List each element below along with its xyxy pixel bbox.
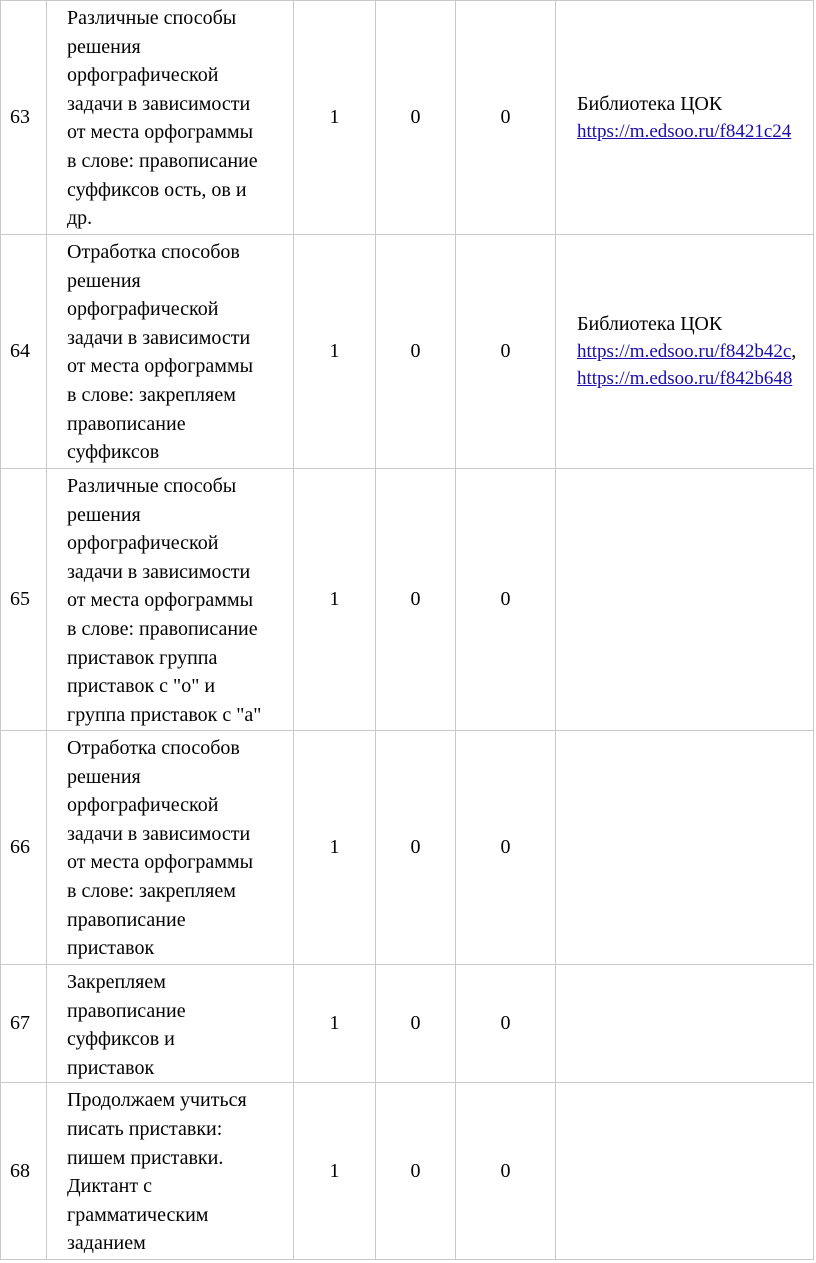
- lesson-topic-line: приставок: [67, 937, 155, 960]
- digital-resources: [556, 235, 814, 469]
- lesson-topic-line: в слове: правописание: [67, 149, 258, 172]
- lesson-topic-line: суффиксов: [67, 441, 160, 464]
- lesson-topic-line: задачи в зависимости: [67, 326, 251, 349]
- hours-practice: 0: [456, 731, 556, 965]
- lesson-topic: [47, 1, 294, 235]
- digital-resources: [556, 731, 814, 965]
- lesson-number: 68: [1, 1083, 47, 1260]
- digital-resources: [556, 965, 814, 1083]
- hours-total: 1: [294, 235, 376, 469]
- lesson-topic-line: задачи в зависимости: [67, 560, 251, 583]
- lesson-topic-line: в слове: правописание: [67, 617, 258, 640]
- hours-total: 1: [294, 1, 376, 235]
- digital-resources: [556, 469, 814, 731]
- lesson-topic-line: решения: [67, 269, 141, 292]
- hours-total: 1: [294, 1083, 376, 1260]
- lesson-topic-line: орфографической: [67, 64, 219, 87]
- table-row: [1, 235, 814, 469]
- lesson-number: 65: [1, 469, 47, 731]
- lesson-topic-line: решения: [67, 765, 141, 788]
- hours-control: 0: [376, 1083, 456, 1260]
- lesson-topic-line: грамматическим: [67, 1203, 209, 1226]
- lesson-topic-line: в слове: закрепляем: [67, 383, 236, 406]
- lesson-topic-line: Продолжаем учиться: [67, 1089, 247, 1112]
- lesson-topic: [47, 469, 294, 731]
- hours-practice: 0: [456, 469, 556, 731]
- lesson-topic-line: др.: [67, 207, 93, 230]
- resource-label: Библиотека ЦОК: [577, 92, 723, 115]
- resource-link[interactable]: https://m.edsoo.ru/f8421c24: [577, 120, 792, 142]
- lesson-topic-line: приставок группа: [67, 646, 218, 669]
- lesson-number: 67: [1, 965, 47, 1083]
- hours-practice: 0: [456, 1083, 556, 1260]
- resource-label: Библиотека ЦОК: [577, 313, 723, 335]
- hours-control: 0: [376, 965, 456, 1083]
- table-row: [1, 731, 814, 965]
- lesson-topic: [47, 1083, 294, 1260]
- lesson-topic-line: от места орфограммы: [67, 589, 254, 612]
- hours-control: 0: [376, 731, 456, 965]
- lesson-topic-line: пишем приставки.: [67, 1146, 224, 1169]
- table-row: [1, 469, 814, 731]
- lesson-number: 66: [1, 731, 47, 965]
- lesson-number: 63: [1, 1, 47, 235]
- lesson-topic-line: суффиксов и: [67, 1028, 175, 1051]
- lesson-topic-line: заданием: [67, 1232, 146, 1255]
- lesson-topic-line: правописание: [67, 412, 186, 435]
- link-separator: ,: [791, 340, 797, 362]
- resource-link[interactable]: https://m.edsoo.ru/f842b42c: [577, 341, 792, 362]
- lesson-topic-line: от места орфограммы: [67, 355, 254, 378]
- lesson-topic-line: решения: [67, 35, 141, 58]
- table-row: [1, 1083, 814, 1260]
- digital-resources: [556, 1, 814, 235]
- lesson-topic-line: от места орфограммы: [67, 851, 254, 874]
- lesson-topic-line: орфографической: [67, 794, 219, 817]
- hours-practice: 0: [456, 965, 556, 1083]
- lesson-topic-line: орфографической: [67, 298, 219, 321]
- table-row: [1, 1, 814, 235]
- hours-control: 0: [376, 1, 456, 235]
- lesson-topic-line: в слове: закрепляем: [67, 879, 236, 902]
- lesson-topic-line: Закрепляем: [67, 971, 166, 993]
- lesson-topic-line: Отработка способов: [67, 241, 240, 263]
- lesson-topic-line: от места орфограммы: [67, 121, 254, 144]
- lesson-topic-line: Диктант с: [67, 1175, 152, 1198]
- lesson-topic-line: Различные способы: [67, 7, 237, 29]
- lesson-topic-line: задачи в зависимости: [67, 822, 251, 845]
- lesson-topic-line: правописание: [67, 908, 186, 931]
- lesson-topic-line: писать приставки:: [67, 1117, 223, 1140]
- lesson-topic-line: задачи в зависимости: [67, 92, 251, 115]
- lesson-topic: [47, 965, 294, 1083]
- lesson-topic-line: группа приставок с "а": [67, 703, 262, 726]
- lesson-topic: [47, 731, 294, 965]
- lesson-topic-line: Отработка способов: [67, 737, 240, 759]
- hours-total: 1: [294, 469, 376, 731]
- lesson-topic-line: приставок: [67, 1056, 155, 1079]
- hours-total: 1: [294, 965, 376, 1083]
- lesson-topic-line: приставок с "о" и: [67, 675, 216, 698]
- lesson-topic-line: Различные способы: [67, 475, 237, 497]
- hours-total: 1: [294, 731, 376, 965]
- hours-control: 0: [376, 235, 456, 469]
- lesson-topic-line: правописание: [67, 999, 186, 1022]
- resource-link[interactable]: https://m.edsoo.ru/f842b648: [577, 368, 793, 389]
- lesson-number: 64: [1, 235, 47, 469]
- lesson-topic-line: суффиксов ость, ов и: [67, 178, 247, 201]
- lesson-topic-line: решения: [67, 503, 141, 526]
- digital-resources: [556, 1083, 814, 1260]
- lesson-topic: [47, 235, 294, 469]
- table-row: [1, 965, 814, 1083]
- lesson-topic-line: орфографической: [67, 532, 219, 555]
- hours-practice: 0: [456, 235, 556, 469]
- hours-control: 0: [376, 469, 456, 731]
- hours-practice: 0: [456, 1, 556, 235]
